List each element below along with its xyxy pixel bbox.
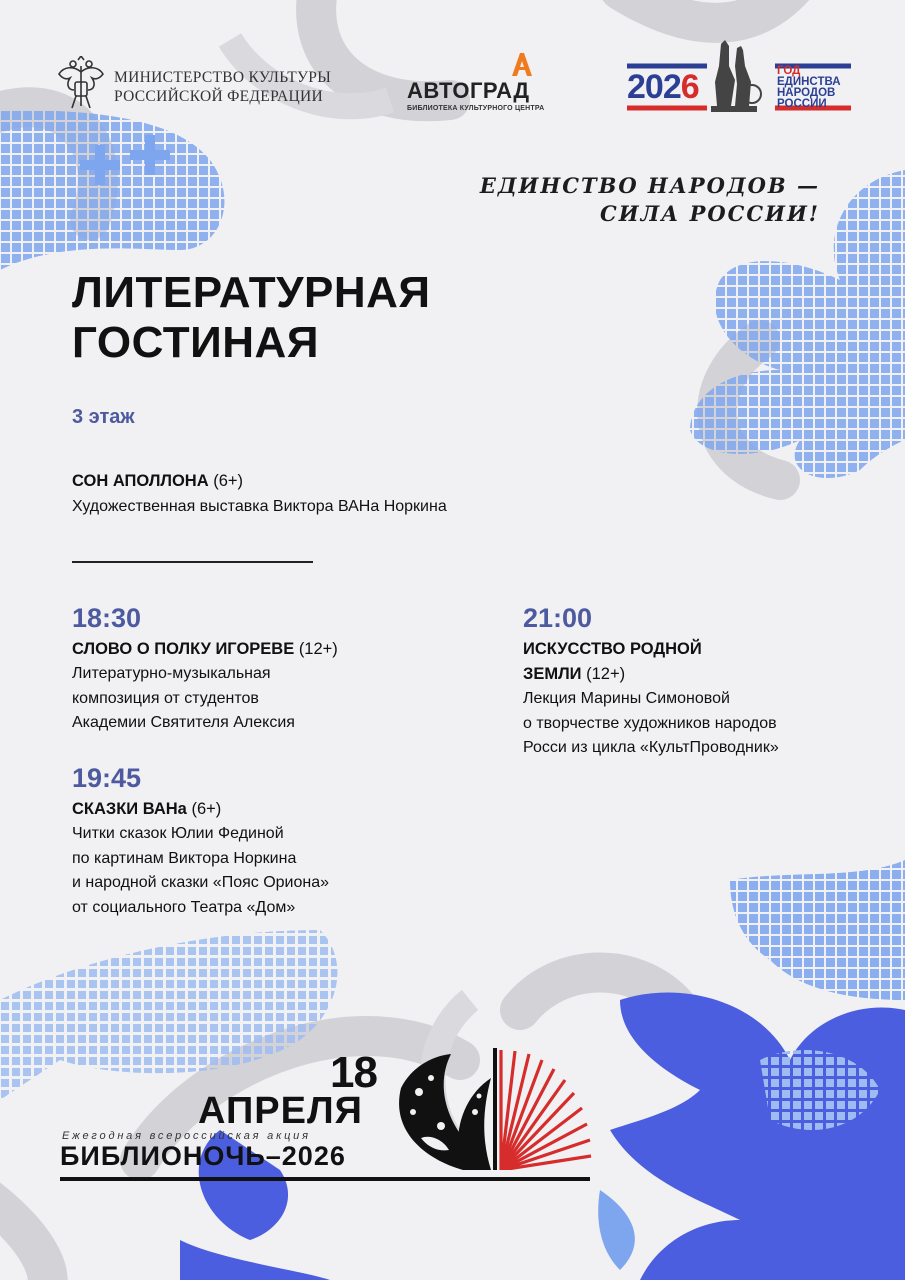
- year-line-3: НАРОДОВ: [777, 87, 836, 99]
- event-2-age: (6+): [191, 800, 222, 818]
- year-line-4: РОССИИ: [777, 98, 827, 110]
- ministry-line-1: МИНИСТЕРСТВО КУЛЬТУРЫ: [114, 69, 332, 86]
- title-line-2: ГОСТИНАЯ: [72, 318, 319, 367]
- event-3-desc-line: о творчестве художников народов: [523, 714, 777, 732]
- event-day: 18: [330, 1048, 377, 1097]
- year-title: [777, 66, 841, 110]
- event-1-description: [72, 662, 452, 736]
- event-1-desc-line: композиция от студентов: [72, 689, 259, 707]
- event-2-title: СКАЗКИ ВАНа: [72, 800, 187, 818]
- exhibition-age: (6+): [213, 472, 244, 490]
- event-2-desc-line: Читки сказок Юлии Фединой: [72, 825, 284, 842]
- event-3-desc-line: Лекция Марины Симоновой: [523, 690, 730, 707]
- year-of-unity-logo: [625, 36, 855, 118]
- ministry-line-2: РОССИЙСКОЙ ФЕДЕРАЦИИ: [114, 88, 323, 105]
- year-line-1: ГОД: [777, 65, 801, 77]
- event-1-time: 18:30: [72, 603, 142, 633]
- ministry-logo: [56, 56, 346, 116]
- avtograd-logo: [395, 52, 555, 118]
- khokhloma-fan-icon: [391, 1048, 596, 1170]
- brand-underline: [60, 1177, 590, 1181]
- exhibition-title: СОН АПОЛЛОНА: [72, 472, 209, 490]
- event-1: [72, 603, 452, 736]
- year-line-2: ЕДИНСТВА: [777, 76, 841, 88]
- event-3: [523, 603, 863, 761]
- exhibition-name: [72, 472, 243, 491]
- event-3-title-line-2: [523, 662, 863, 687]
- divider: [72, 561, 313, 563]
- event-2: [72, 763, 452, 920]
- ministry-name: [114, 68, 331, 106]
- slogan-line-1: ЕДИНСТВО НАРОДОВ —: [479, 173, 820, 198]
- slogan-line-2: СИЛА РОССИИ!: [600, 201, 820, 226]
- avtograd-a-icon: [509, 52, 535, 76]
- event-2-desc-line: от социального Театра «Дом»: [72, 898, 296, 916]
- year-number: [627, 68, 699, 107]
- event-1-name: [72, 637, 452, 662]
- year-prefix: 202: [627, 68, 681, 106]
- event-3-age: (12+): [586, 665, 626, 683]
- event-month: АПРЕЛЯ: [198, 1090, 363, 1132]
- event-1-desc-line: Академии Святителя Алексия: [72, 714, 295, 731]
- event-2-name: [72, 797, 452, 822]
- slogan: [440, 172, 820, 228]
- event-2-desc-line: по картинам Виктора Норкина: [72, 849, 297, 867]
- event-subtitle: Ежегодная всероссийская акция: [62, 1130, 311, 1142]
- biblionight-logo: [58, 1048, 598, 1186]
- event-1-desc-line: Литературно-музыкальная: [72, 665, 271, 682]
- coat-of-arms-icon: [56, 56, 106, 114]
- avtograd-subtitle: БИБЛИОТЕКА КУЛЬТУРНОГО ЦЕНТРА: [407, 105, 545, 112]
- event-3-title-end: ЗЕМЛИ: [523, 665, 582, 683]
- event-3-title-line: ИСКУССТВО РОДНОЙ: [523, 640, 702, 658]
- event-3-desc-line: Росси из цикла «КультПроводник»: [523, 739, 779, 756]
- event-name: БИБЛИОНОЧЬ–2026: [60, 1141, 346, 1171]
- title-line-1: ЛИТЕРАТУРНАЯ: [72, 268, 431, 317]
- event-3-name: [523, 637, 863, 687]
- event-2-description: [72, 822, 452, 920]
- event-3-description: [523, 687, 863, 761]
- floor-label: 3 этаж: [72, 406, 135, 428]
- page-title: [72, 268, 431, 368]
- event-2-time: 19:45: [72, 763, 142, 793]
- exhibition-description: Художественная выставка Виктора ВАНа Норкина: [72, 498, 447, 515]
- event-3-time: 21:00: [523, 603, 593, 633]
- year-suffix: 6: [680, 68, 699, 106]
- avtograd-name: АВТОГРАД: [407, 78, 530, 103]
- event-1-title: СЛОВО О ПОЛКУ ИГОРЕВЕ: [72, 640, 295, 658]
- event-2-desc-line: и народной сказки «Пояс Ориона»: [72, 874, 330, 891]
- event-1-age: (12+): [298, 640, 338, 658]
